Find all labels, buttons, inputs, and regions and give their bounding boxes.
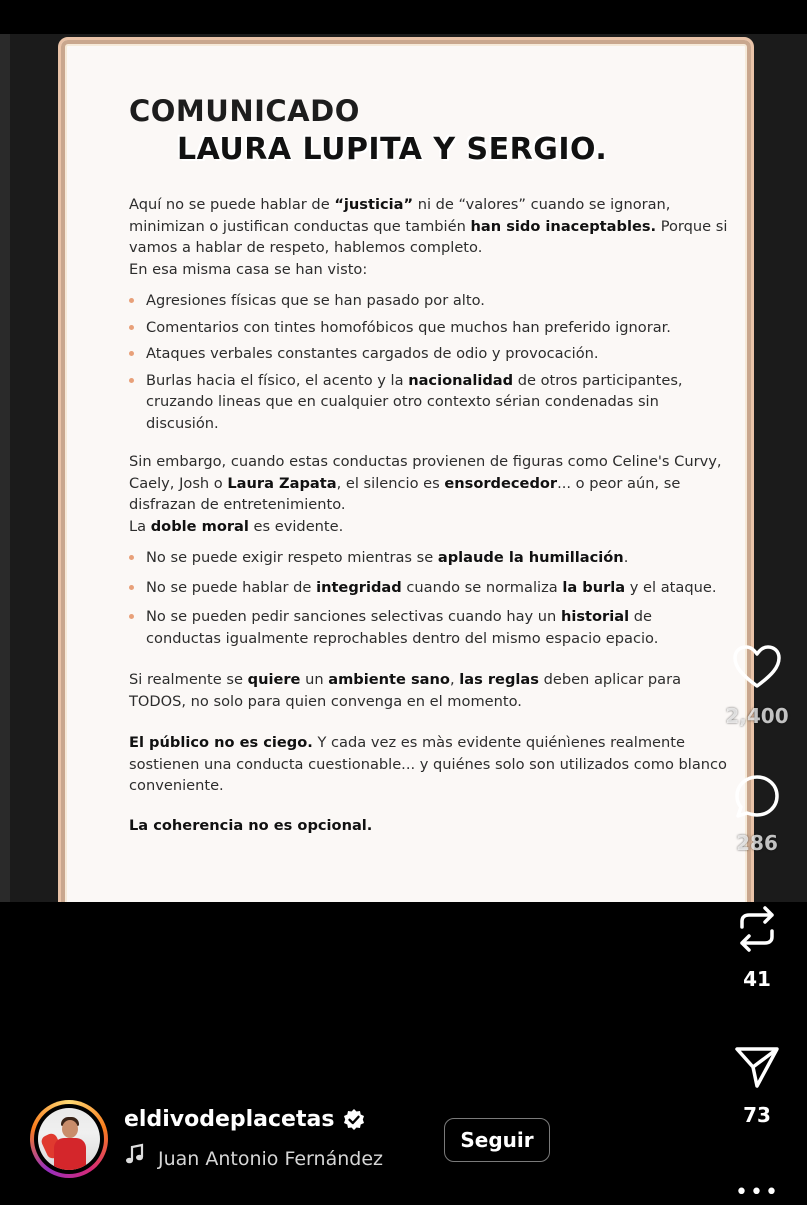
heart-icon — [707, 644, 807, 690]
comment-count: 286 — [736, 831, 778, 855]
profile-photo — [38, 1108, 100, 1170]
however-paragraph: Sin embargo, cuando estas conductas provienen de figuras como Celine's Curvy, Caely, Josh o Laura Zapata, el silencio es ensordecedor... o peor aún, se disfrazan de entretenimiento. — [129, 453, 722, 513]
bullet-icon — [129, 614, 134, 619]
document-content — [129, 94, 729, 836]
bullet-icon — [129, 378, 134, 383]
list-item: No se puede exigir respeto mientras se aplaude la humillación. — [129, 547, 729, 569]
closing-line: La coherencia no es opcional. — [129, 816, 373, 834]
avatar[interactable] — [30, 1100, 108, 1178]
bullet-icon — [129, 555, 134, 560]
username[interactable]: eldivodeplacetas — [124, 1107, 335, 1132]
repost-button[interactable] — [707, 905, 807, 991]
document-subtitle: LAURA LUPITA Y SERGIO. — [177, 132, 608, 167]
list-item: Agresiones físicas que se han pasado por alto. — [129, 290, 729, 312]
seen-list — [129, 290, 729, 434]
list-item: Burlas hacia el físico, el acento y la nacionalidad de otros participantes, cruzando lineas que en cualquier otro contexto sérian condenadas sin discusión. — [129, 370, 729, 435]
public-paragraph: El público no es ciego. Y cada vez es màs evidente quiénìenes realmente sostienen una conducta cuestionable... y quiénes solo son utilizados como blanco conveniente. — [129, 734, 727, 794]
verified-icon — [342, 1108, 366, 1136]
repost-icon — [707, 905, 807, 953]
like-button[interactable] — [707, 644, 807, 728]
document-title: COMUNICADO — [129, 94, 360, 128]
music-title: Juan Antonio Fernández — [158, 1148, 383, 1170]
bullet-icon — [129, 351, 134, 356]
more-icon[interactable]: ••• — [735, 1180, 780, 1205]
seen-heading: En esa misma casa se han visto: — [129, 260, 368, 278]
music-note-icon — [124, 1143, 148, 1170]
list-item: Ataques verbales constantes cargados de odio y provocación. — [129, 343, 729, 365]
list-item: No se pueden pedir sanciones selectivas cuando hay un historial de conductas igualmente reprochables dentro del mismo espacio epacio. — [129, 606, 729, 649]
double-standard-list — [129, 547, 729, 649]
like-count: 2,400 — [725, 704, 789, 728]
list-item: No se puede hablar de integridad cuando se normaliza la burla y el ataque. — [129, 577, 729, 599]
share-count: 73 — [743, 1103, 771, 1127]
double-standard-heading: La doble moral es evidente. — [129, 517, 344, 535]
healthy-paragraph: Si realmente se quiere un ambiente sano, las reglas deben aplicar para TODOS, no solo para quien convenga en el momento. — [129, 671, 682, 710]
list-item: Comentarios con tintes homofóbicos que muchos han preferido ignorar. — [129, 317, 729, 339]
music-info[interactable] — [124, 1143, 383, 1170]
video-frame[interactable] — [0, 34, 807, 902]
bullet-icon — [129, 325, 134, 330]
intro-paragraph: Aquí no se puede hablar de “justicia” ni de “valores” cuando se ignoran, minimizan o justifican conductas que también han sido inaceptables. Porque si vamos a hablar de respeto, hablemos completo. — [129, 196, 728, 256]
follow-button[interactable]: Seguir — [444, 1118, 550, 1162]
share-button[interactable] — [707, 1045, 807, 1127]
statement-document — [58, 37, 754, 902]
comment-button[interactable] — [707, 773, 807, 855]
repost-count: 41 — [743, 967, 771, 991]
bullet-icon — [129, 585, 134, 590]
send-icon — [707, 1045, 807, 1089]
comment-icon — [707, 773, 807, 821]
bullet-icon — [129, 298, 134, 303]
